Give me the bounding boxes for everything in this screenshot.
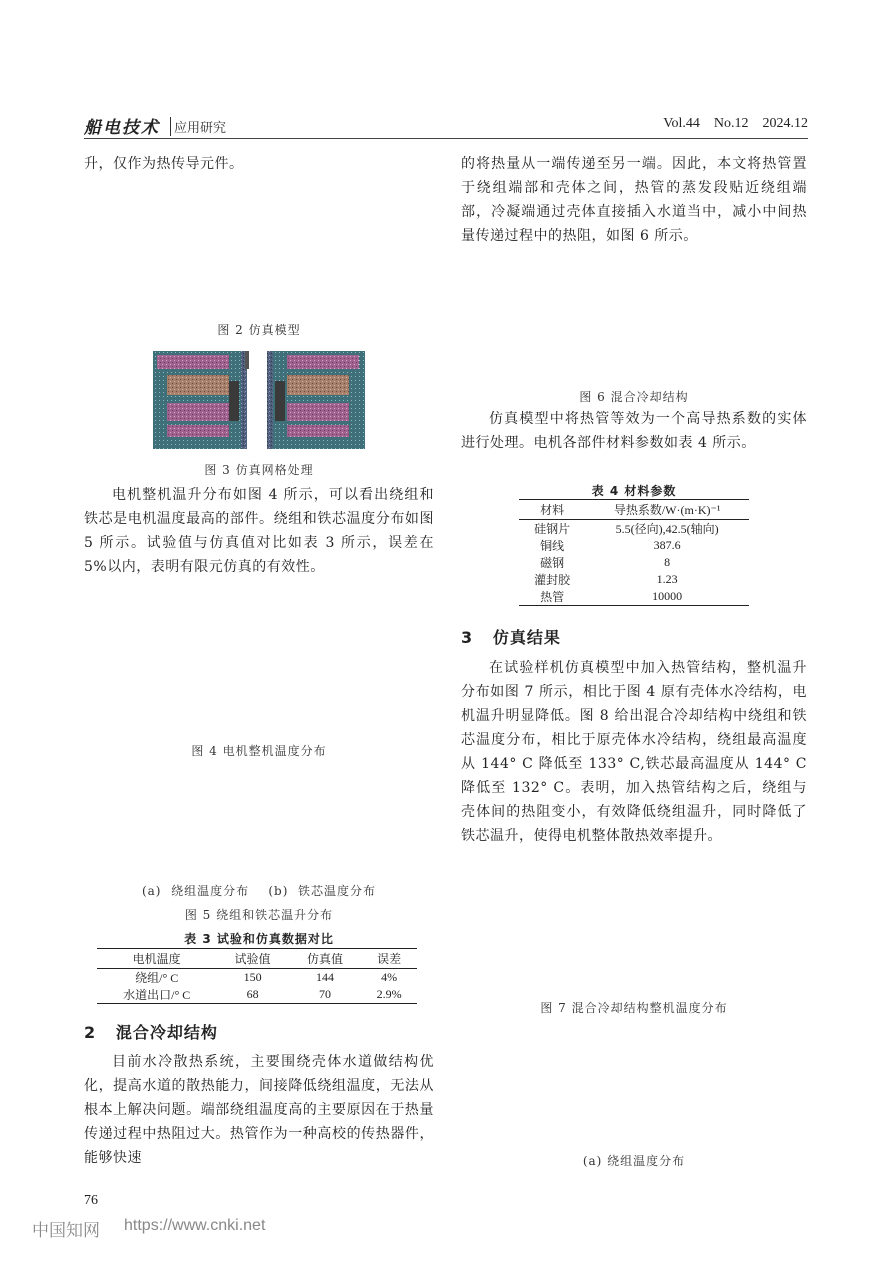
right-paragraph-2: 在试验样机仿真模型中加入热管结构，整机温升分布如图 7 所示，相比于图 4 原有壳体水冷结构，电机温升明显降低。图 8 给出混合冷却结构中绕组和铁芯温度分布，相比于原壳体水冷结构，绕组最高温度从 144° C 降低至 133° C,铁芯最高温度从 144° C 降低至 132° C。表明，加入热管结构之后，绕组与壳体间的热阻变小，有效降低绕组温升，同时降低了铁芯温升，使得电机整体散热效率提升。 [461, 660, 807, 844]
table-row [519, 554, 749, 571]
table-cell: 144 [315, 970, 334, 984]
table-cell: 硅钢片 [534, 522, 571, 536]
table-3 [97, 948, 417, 1004]
section-3-heading: 3 仿真结果 [461, 628, 561, 647]
table-cell: 387.6 [653, 538, 681, 552]
cnki-brand: 中国知网 [32, 1221, 100, 1241]
table-cell: 灌封胶 [534, 573, 571, 587]
figure-7-caption: 图 7 混合冷却结构整机温度分布 [540, 1001, 728, 1015]
table-row [519, 571, 749, 588]
volume-issue: Vol.44 No.12 2024.12 [663, 116, 808, 131]
table-3-title: 表 3 试验和仿真数据对比 [184, 932, 334, 946]
left-paragraph-2: 目前水冷散热系统，主要围绕壳体水道做结构优化，提高水道的散热能力，间接降低绕组温度，无法从根本上解决问题。端部绕组温度高的主要原因在于热量传递过程中热阻过大。热管作为一种高校的传热器件，能够快速 [84, 1054, 434, 1166]
table-4 [519, 499, 749, 606]
table-cell: 水道出口/° C [97, 986, 216, 1004]
table-cell: 2.9% [361, 986, 417, 1004]
table-4-title: 表 4 材料参数 [591, 484, 677, 498]
figure-5-subcaptions: (a) 绕组温度分布 (b) 铁芯温度分布 [141, 884, 377, 898]
table-cell: 10000 [585, 588, 749, 606]
left-paragraph-0: 升，仅作为热传导元件。 [84, 156, 244, 172]
cnki-url[interactable]: https://www.cnki.net [124, 1217, 266, 1234]
figure-4-caption: 图 4 电机整机温度分布 [191, 744, 327, 758]
table-row [519, 537, 749, 554]
table-cell: 热管 [519, 588, 585, 606]
section-tag: 应用研究 [170, 117, 226, 136]
table-cell: 铜线 [540, 539, 565, 553]
table-cell: 1.23 [656, 572, 678, 586]
header-rule [84, 138, 808, 139]
figure-8a-subcaption: (a) 绕组温度分布 [582, 1154, 686, 1168]
table-cell: 8 [664, 555, 671, 569]
page-number: 76 [84, 1193, 98, 1208]
table-3-header: 试验值 [216, 949, 288, 969]
table-cell: 68 [216, 986, 288, 1004]
figure-3-mesh-image [153, 351, 365, 449]
right-paragraph-1: 仿真模型中将热管等效为一个高导热系数的实体进行处理。电机各部件材料参数如表 4 所示。 [461, 411, 807, 451]
table-4-header: 材料 [519, 500, 585, 520]
table-row [519, 520, 749, 538]
table-cell: 5.5(径向),42.5(轴向) [615, 522, 719, 536]
right-paragraph-0: 的将热量从一端传递至另一端。因此，本文将热管置于绕组端部和壳体之间，热管的蒸发段贴近绕组端部，冷凝端通过壳体直接插入水道当中，减小中间热量传递过程中的热阻，如图 6 所示。 [461, 156, 807, 244]
table-cell: 磁钢 [540, 556, 565, 570]
table-4-header-row [519, 500, 749, 520]
table-3-header: 误差 [361, 949, 417, 969]
section-2-heading: 2 混合冷却结构 [84, 1023, 218, 1042]
figure-6-caption: 图 6 混合冷却结构 [579, 390, 689, 404]
journal-name: 船电技术 [84, 118, 160, 138]
table-cell: 绕组/° C [135, 971, 179, 985]
table-row [519, 588, 749, 606]
figure-2-caption: 图 2 仿真模型 [217, 323, 301, 337]
table-3-header: 仿真值 [289, 949, 361, 969]
table-row [97, 969, 417, 987]
figure-5-caption: 图 5 绕组和铁芯温升分布 [184, 908, 334, 922]
table-4-header: 导热系数/W·(m·K)⁻¹ [585, 500, 749, 520]
table-cell: 70 [289, 986, 361, 1004]
left-paragraph-1: 电机整机温升分布如图 4 所示，可以看出绕组和铁芯是电机温度最高的部件。绕组和铁芯温度分布如图 5 所示。试验值与仿真值对比如表 3 所示，误差在 5%以内，表明有限元仿真的有效性。 [84, 487, 434, 575]
table-row [97, 986, 417, 1004]
table-3-header-row [97, 949, 417, 969]
figure-3-caption: 图 3 仿真网格处理 [204, 463, 314, 477]
table-cell: 150 [243, 970, 262, 984]
table-cell: 4% [381, 970, 398, 984]
table-3-header: 电机温度 [97, 949, 216, 969]
